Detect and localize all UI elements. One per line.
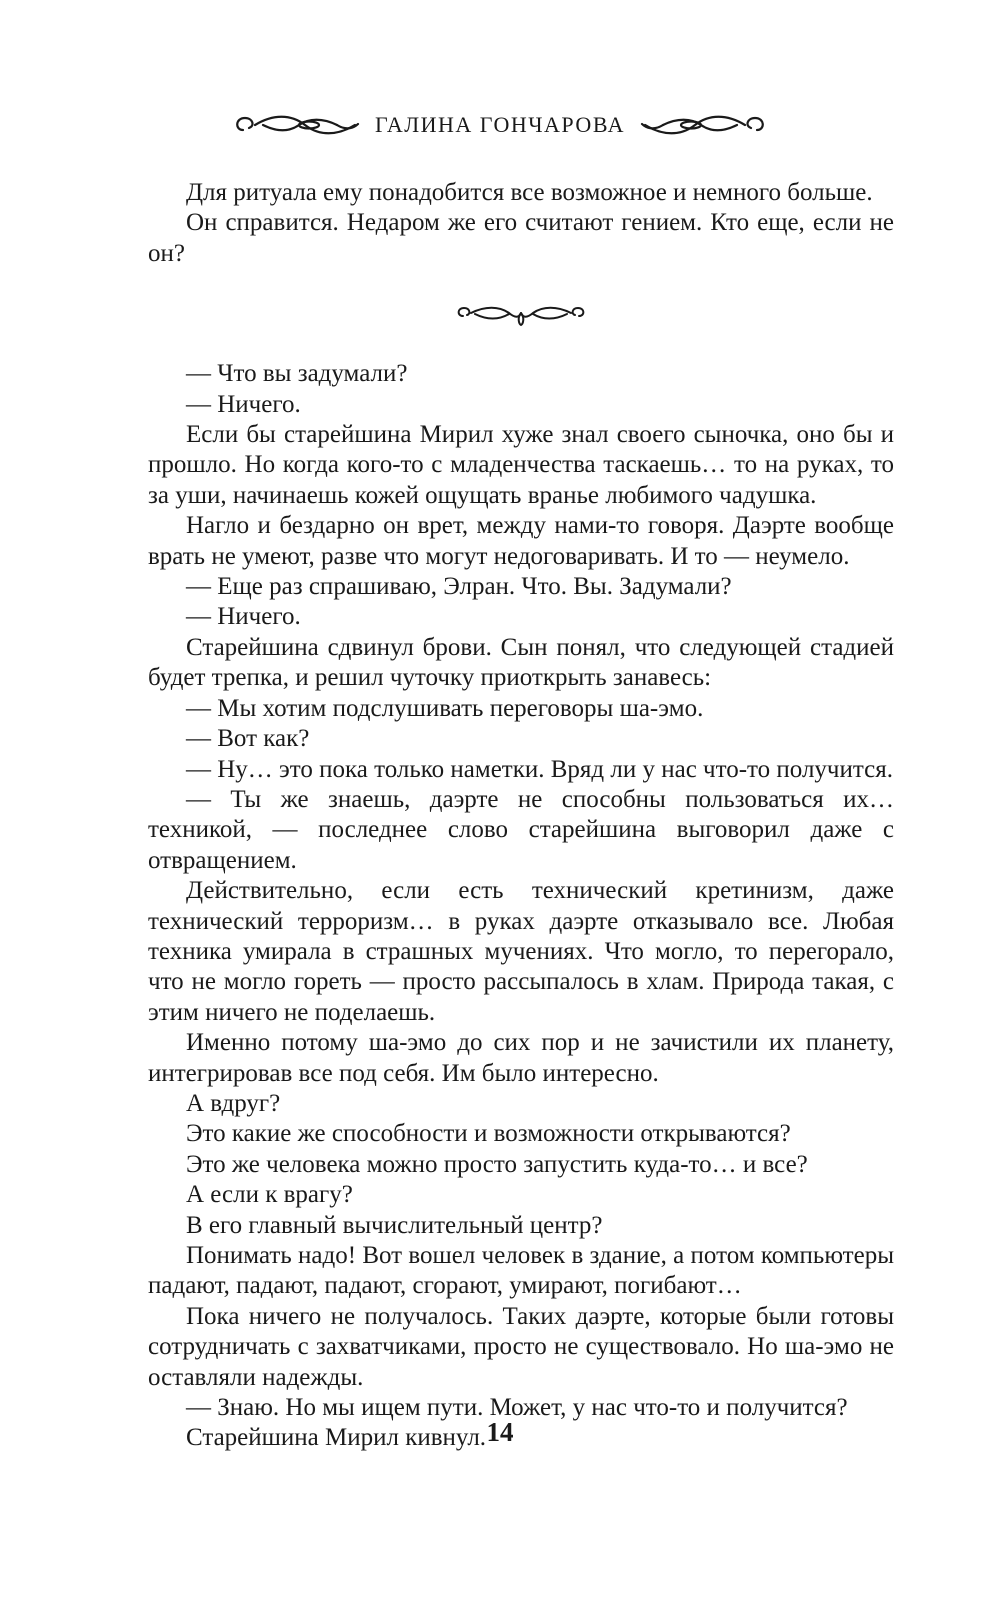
paragraph: — Ничего. — [186, 390, 301, 418]
paragraph: Это какие же способности и возможности открываются? — [186, 1120, 791, 1148]
paragraph: Именно потому ша-эмо до сих пор и не зачистили их планету, интегрировав все под себя. Им было интересно. — [148, 1029, 894, 1087]
paragraph: А если к врагу? — [186, 1181, 353, 1209]
page-number: 14 — [486, 1417, 514, 1447]
paragraph: Он справится. Недаром же его считают гением. Кто еще, если не он? — [148, 209, 894, 267]
paragraph: Старейшина сдвинул брови. Сын понял, что следующей стадией будет трепка, и решил чуточку приоткрыть занавесь: — [148, 633, 894, 692]
paragraph: — Мы хотим подслушивать переговоры ша-эмо. — [186, 694, 704, 722]
paragraph: А вдруг? — [186, 1089, 281, 1117]
paragraph: Пока ничего не получалось. Таких даэрте, которые были готовы сотрудничать с захватчиками, просто не существовало. Но ша-эмо не оставляли надежды. — [148, 1302, 894, 1391]
paragraph: Старейшина Мирил кивнул. — [186, 1424, 487, 1452]
paragraph: Это же человека можно просто запустить куда-то… и все? — [186, 1150, 808, 1178]
paragraph: — Ты же знаешь, даэрте не способны пользоваться их… техникой, — последнее слово старейшина выговорил даже с отвращением. — [148, 785, 894, 874]
paragraph: — Ну… это пока только наметки. Вряд ли у нас что-то получится. — [186, 755, 893, 783]
paragraph: В его главный вычислительный центр? — [186, 1211, 603, 1239]
header-author: ГАЛИНА ГОНЧАРОВА — [375, 112, 625, 137]
header-ornament-left-icon — [233, 110, 361, 140]
header-ornament-right-icon — [639, 110, 767, 140]
paragraph: Действительно, если есть технический кретинизм, даже технический терроризм… в руках даэрте отказывало все. Любая техника умирала в страшных мучениях. Что могло, то перегорало, что не могло гореть — просто рассыпалось в хлам. Природа такая, с этим ничего не поделаешь. — [148, 877, 894, 1026]
paragraph: Если бы старейшина Мирил хуже знал своего сыночка, оно бы и прошло. Но когда кого-то с младенчества таскаешь… то на руках, то за уши, начинаешь кожей ощущать вранье любимого чадушка. — [148, 421, 894, 509]
paragraph: — Что вы задумали? — [186, 360, 408, 388]
paragraph: — Вот как? — [186, 725, 310, 753]
paragraph: — Еще раз спрашиваю, Элран. Что. Вы. Задумали? — [186, 573, 732, 601]
paragraph: Для ритуала ему понадобится все возможное и немного больше. — [186, 179, 873, 206]
section-divider-ornament-icon — [455, 300, 587, 328]
running-header — [0, 105, 1000, 145]
body-text — [148, 178, 894, 1454]
paragraph: Понимать надо! Вот вошел человек в здание, а потом компьютеры падают, падают, падают, сгорают, умирают, погибают… — [148, 1242, 894, 1300]
paragraph: — Знаю. Но мы ищем пути. Может, у нас что-то и получится? — [186, 1394, 848, 1422]
section-divider — [148, 284, 894, 344]
paragraph: — Ничего. — [186, 603, 301, 631]
paragraph: Нагло и бездарно он врет, между нами-то говоря. Даэрте вообще врать не умеют, разве что могут недоговаривать. И то — неумело. — [148, 512, 894, 570]
